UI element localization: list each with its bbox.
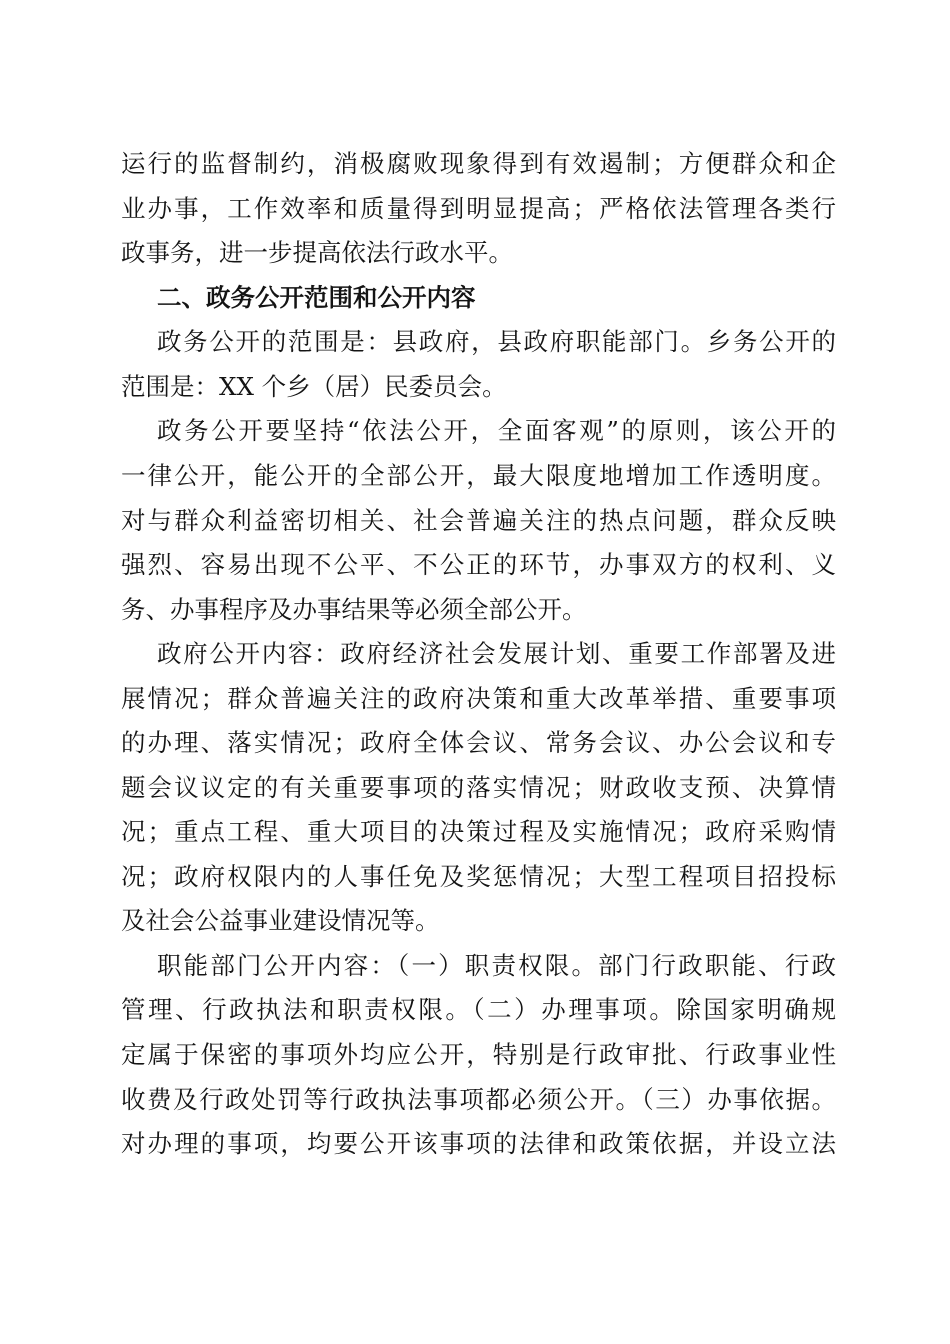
paragraph-line: 对与群众利益密切相关、社会普遍关注的热点问题，群众反映 bbox=[121, 506, 836, 535]
paragraph-line: 收费及行政处罚等行政执法事项都必须公开。（三）办事依据。 bbox=[121, 1085, 836, 1114]
paragraph-line: 及社会公益事业建设情况等。 bbox=[121, 906, 440, 935]
paragraph-line: 况；政府权限内的人事任免及奖惩情况；大型工程项目招投标 bbox=[121, 862, 836, 891]
paragraph-line: 展情况；群众普遍关注的政府决策和重大改革举措、重要事项 bbox=[121, 684, 836, 713]
paragraph-line: 对办理的事项，均要公开该事项的法律和政策依据，并设立法 bbox=[121, 1129, 836, 1158]
paragraph-line: 务、办事程序及办事结果等必须全部公开。 bbox=[121, 595, 587, 624]
paragraph-line: 政务公开要坚持“依法公开，全面客观”的原则，该公开的 bbox=[157, 416, 836, 445]
paragraph-line: 强烈、容易出现不公平、不公正的环节，办事双方的权利、义 bbox=[121, 550, 836, 579]
paragraph-line: 管理、行政执法和职责权限。（二）办理事项。除国家明确规 bbox=[121, 995, 836, 1024]
paragraph-line: 职能部门公开内容：（一）职责权限。部门行政职能、行政 bbox=[157, 951, 836, 980]
paragraph-line: 运行的监督制约，消极腐败现象得到有效遏制；方便群众和企 bbox=[121, 149, 836, 178]
paragraph-line: 政事务，进一步提高依法行政水平。 bbox=[121, 238, 513, 267]
paragraph-line: 的办理、落实情况；政府全体会议、常务会议、办公会议和专 bbox=[121, 728, 836, 757]
paragraph-line: 政府公开内容：政府经济社会发展计划、重要工作部署及进 bbox=[157, 639, 836, 668]
paragraph-line: 业办事，工作效率和质量得到明显提高；严格依法管理各类行 bbox=[121, 194, 836, 223]
paragraph-line: 范围是：XX 个乡（居）民委员会。 bbox=[121, 372, 507, 401]
section-heading: 二、政务公开范围和公开内容 bbox=[157, 283, 476, 312]
paragraph-line: 况；重点工程、重大项目的决策过程及实施情况；政府采购情 bbox=[121, 817, 836, 846]
paragraph-line: 定属于保密的事项外均应公开，特别是行政审批、行政事业性 bbox=[121, 1040, 836, 1069]
paragraph-line: 政务公开的范围是：县政府，县政府职能部门。乡务公开的 bbox=[157, 327, 836, 356]
paragraph-line: 一律公开，能公开的全部公开，最大限度地增加工作透明度。 bbox=[121, 461, 836, 490]
paragraph-line: 题会议议定的有关重要事项的落实情况；财政收支预、决算情 bbox=[121, 773, 836, 802]
